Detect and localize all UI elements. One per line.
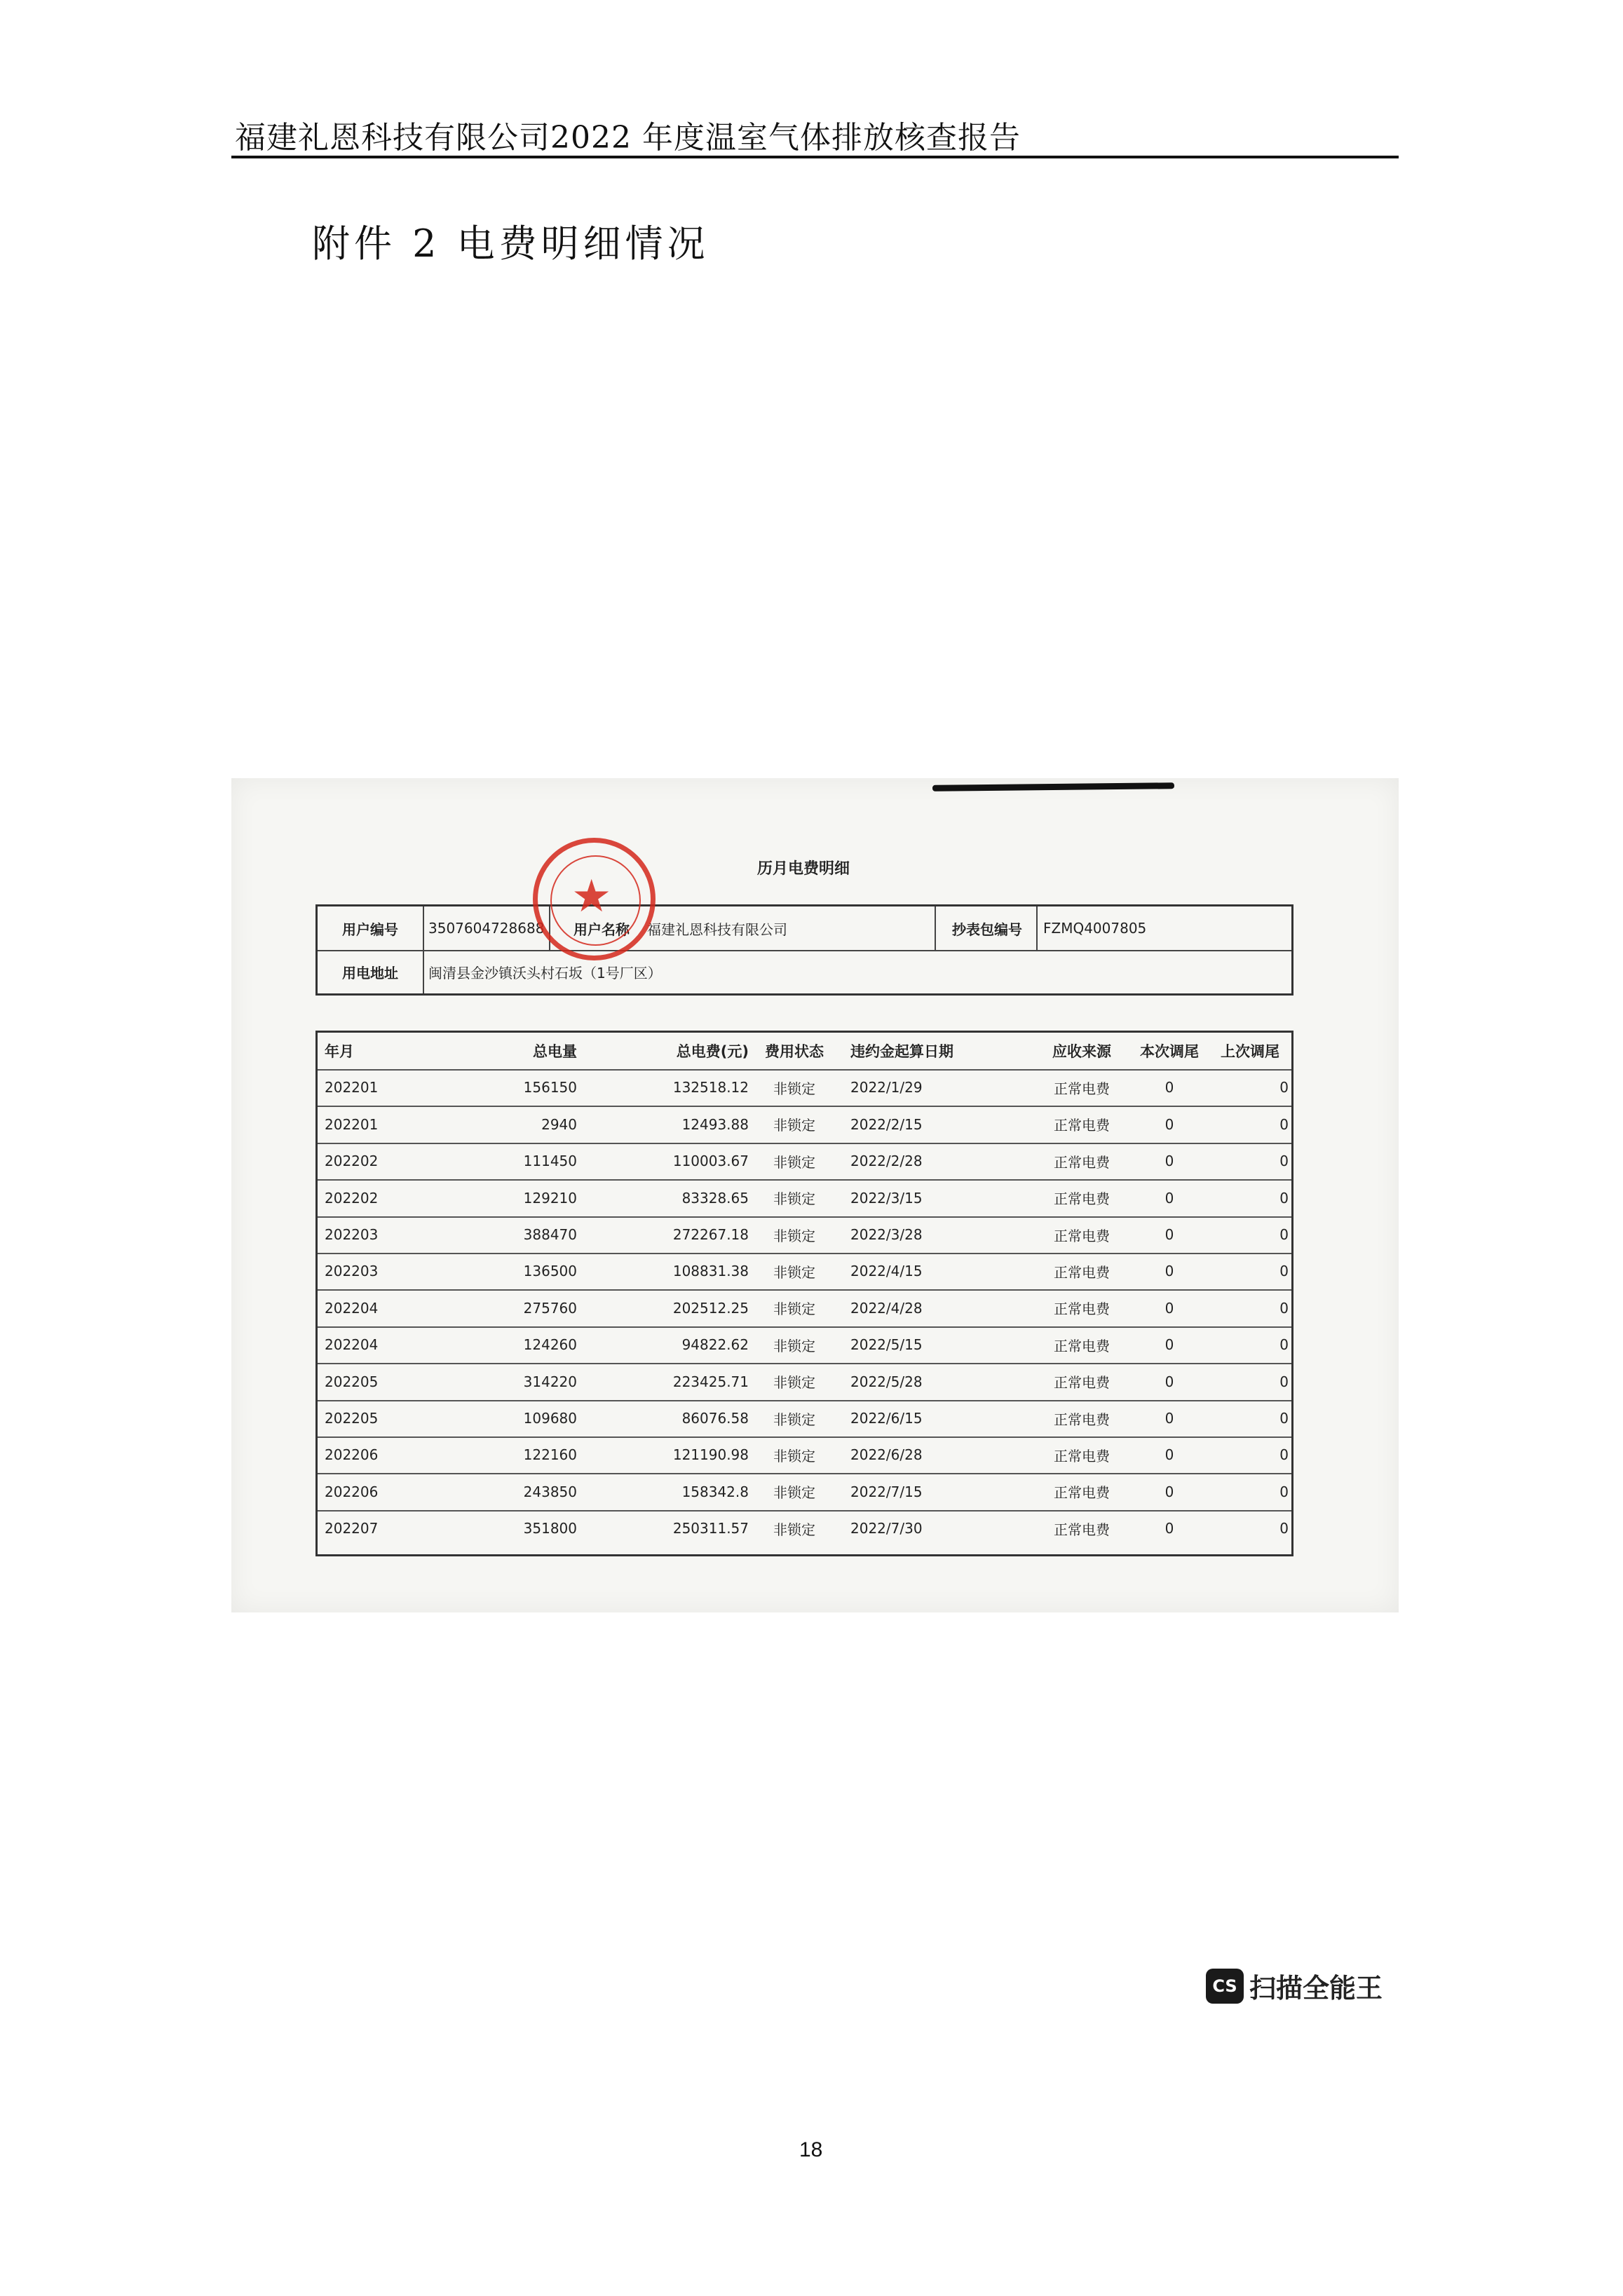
table-cell: 非锁定	[773, 1227, 815, 1244]
table-cell: 正常电费	[1054, 1447, 1110, 1465]
table-header-row	[318, 1033, 1291, 1071]
table-cell: 非锁定	[773, 1080, 815, 1097]
table-cell: 250311.57	[672, 1520, 749, 1537]
table-cell: 351800	[523, 1520, 577, 1537]
table-cell: 136500	[523, 1263, 577, 1280]
table-cell: 202207	[325, 1520, 379, 1537]
column-header: 费用状态	[765, 1043, 824, 1060]
table-cell: 0	[1164, 1299, 1174, 1317]
company-seal	[533, 838, 656, 960]
table-cell: 202203	[325, 1226, 379, 1243]
customer-info-table	[315, 904, 1293, 996]
appendix-title: 附件 2 电费明细情况	[312, 222, 709, 266]
column-header: 年月	[325, 1043, 354, 1060]
table-row	[318, 1326, 1291, 1364]
column-header: 总电费(元)	[676, 1043, 749, 1060]
column-header: 应收来源	[1052, 1043, 1111, 1060]
table-cell: 129210	[523, 1189, 577, 1207]
table-cell: 0	[1279, 1226, 1289, 1243]
table-cell: 正常电费	[1054, 1300, 1110, 1318]
table-cell: 223425.71	[672, 1373, 749, 1390]
column-header: 总电量	[533, 1043, 577, 1060]
table-cell: 2022/6/15	[850, 1410, 923, 1427]
table-row	[318, 1290, 1291, 1328]
table-cell: 202206	[325, 1446, 379, 1464]
table-cell: 非锁定	[773, 1447, 815, 1465]
table-cell: 0	[1279, 1410, 1289, 1427]
table-row	[318, 1216, 1291, 1254]
address-label: 用电地址	[342, 964, 398, 981]
column-header: 本次调尾	[1140, 1043, 1199, 1060]
table-row	[318, 1474, 1291, 1512]
table-cell: 86076.58	[681, 1410, 749, 1427]
table-cell: 121190.98	[672, 1446, 749, 1464]
table-cell: 0	[1164, 1153, 1174, 1170]
table-cell: 非锁定	[773, 1374, 815, 1392]
table-cell: 110003.67	[672, 1153, 749, 1170]
table-cell: 158342.8	[681, 1483, 749, 1500]
table-cell: 2022/3/15	[850, 1189, 923, 1207]
table-cell: 83328.65	[681, 1189, 749, 1207]
table-cell: 非锁定	[773, 1484, 815, 1502]
table-cell: 0	[1164, 1446, 1174, 1464]
user-name-label: 用户名称	[573, 921, 630, 938]
info-row-2	[318, 950, 1291, 993]
table-cell: 124260	[523, 1336, 577, 1354]
table-cell: 0	[1279, 1115, 1289, 1133]
table-cell: 2022/2/15	[850, 1115, 923, 1133]
table-cell: 0	[1279, 1336, 1289, 1354]
table-cell: 2022/4/28	[850, 1299, 923, 1317]
table-cell: 2022/4/15	[850, 1263, 923, 1280]
table-cell: 109680	[523, 1410, 577, 1427]
column-header: 上次调尾	[1221, 1043, 1279, 1060]
table-cell: 12493.88	[681, 1115, 749, 1133]
table-cell: 正常电费	[1054, 1411, 1110, 1428]
table-cell: 正常电费	[1054, 1190, 1110, 1208]
table-cell: 0	[1279, 1373, 1289, 1390]
table-cell: 0	[1164, 1520, 1174, 1537]
table-cell: 0	[1164, 1373, 1174, 1390]
bill-title: 历月电费明细	[757, 860, 850, 878]
table-row	[318, 1436, 1291, 1474]
table-cell: 94822.62	[681, 1336, 749, 1354]
table-cell: 0	[1164, 1483, 1174, 1500]
table-cell: 156150	[523, 1079, 577, 1096]
table-row	[318, 1510, 1291, 1547]
table-cell: 正常电费	[1054, 1374, 1110, 1392]
table-row	[318, 1143, 1291, 1181]
meter-package-value: FZMQ4007805	[1043, 920, 1147, 937]
table-row	[318, 1069, 1291, 1107]
table-cell: 2940	[541, 1115, 577, 1133]
user-no-label: 用户编号	[342, 921, 398, 938]
report-header: 福建礼恩科技有限公司2022 年度温室气体排放核查报告	[235, 120, 1021, 156]
table-cell: 0	[1279, 1299, 1289, 1317]
table-cell: 275760	[523, 1299, 577, 1317]
table-cell: 202204	[325, 1336, 379, 1354]
info-row-1	[318, 906, 1291, 951]
table-row	[318, 1180, 1291, 1218]
scanner-app-logo	[1206, 1966, 1383, 2005]
table-cell: 正常电费	[1054, 1117, 1110, 1134]
table-cell: 正常电费	[1054, 1337, 1110, 1354]
table-row	[318, 1400, 1291, 1438]
table-cell: 正常电费	[1054, 1263, 1110, 1281]
table-cell: 0	[1164, 1226, 1174, 1243]
scanner-app-name: 扫描全能王	[1249, 1973, 1383, 2004]
table-cell: 314220	[523, 1373, 577, 1390]
table-cell: 0	[1279, 1263, 1289, 1280]
table-cell: 0	[1279, 1153, 1289, 1170]
table-cell: 202202	[325, 1153, 379, 1170]
table-cell: 108831.38	[672, 1263, 749, 1280]
table-row	[318, 1364, 1291, 1401]
table-cell: 正常电费	[1054, 1484, 1110, 1502]
address-value: 闽清县金沙镇沃头村石坂（1号厂区）	[428, 964, 662, 981]
table-cell: 0	[1279, 1483, 1289, 1500]
table-cell: 非锁定	[773, 1153, 815, 1171]
table-cell: 202201	[325, 1115, 379, 1133]
table-cell: 非锁定	[773, 1117, 815, 1134]
user-name-value: 福建礼恩科技有限公司	[647, 921, 787, 938]
table-cell: 243850	[523, 1483, 577, 1500]
table-cell: 2022/2/28	[850, 1153, 923, 1170]
table-cell: 非锁定	[773, 1337, 815, 1354]
table-cell: 0	[1164, 1336, 1174, 1354]
table-cell: 2022/7/30	[850, 1520, 923, 1537]
table-cell: 122160	[523, 1446, 577, 1464]
billing-table	[315, 1031, 1293, 1556]
table-cell: 非锁定	[773, 1263, 815, 1281]
table-row	[318, 1106, 1291, 1144]
table-cell: 2022/3/28	[850, 1226, 923, 1243]
table-cell: 0	[1164, 1115, 1174, 1133]
table-cell: 202202	[325, 1189, 379, 1207]
cs-icon: CS	[1206, 1969, 1244, 2004]
table-cell: 非锁定	[773, 1411, 815, 1428]
table-cell: 正常电费	[1054, 1080, 1110, 1097]
table-cell: 2022/7/15	[850, 1483, 923, 1500]
table-cell: 0	[1164, 1189, 1174, 1207]
header-divider	[231, 156, 1399, 158]
table-cell: 202203	[325, 1263, 379, 1280]
table-cell: 正常电费	[1054, 1227, 1110, 1244]
column-header: 违约金起算日期	[850, 1043, 953, 1060]
table-cell: 正常电费	[1054, 1153, 1110, 1171]
meter-package-label: 抄表包编号	[952, 921, 1022, 938]
table-cell: 202201	[325, 1079, 379, 1096]
user-no-value: 3507604728688	[428, 920, 545, 937]
table-cell: 0	[1164, 1263, 1174, 1280]
table-cell: 202205	[325, 1410, 379, 1427]
table-cell: 非锁定	[773, 1300, 815, 1318]
table-cell: 202205	[325, 1373, 379, 1390]
table-cell: 202512.25	[672, 1299, 749, 1317]
table-cell: 0	[1279, 1520, 1289, 1537]
page-number: 18	[799, 2138, 823, 2161]
table-cell: 272267.18	[672, 1226, 749, 1243]
table-cell: 202206	[325, 1483, 379, 1500]
table-cell: 0	[1164, 1079, 1174, 1096]
table-cell: 132518.12	[672, 1079, 749, 1096]
table-cell: 正常电费	[1054, 1521, 1110, 1538]
table-row	[318, 1253, 1291, 1291]
table-cell: 0	[1164, 1410, 1174, 1427]
table-cell: 202204	[325, 1299, 379, 1317]
table-cell: 0	[1279, 1189, 1289, 1207]
table-cell: 0	[1279, 1446, 1289, 1464]
table-cell: 2022/6/28	[850, 1446, 923, 1464]
table-cell: 0	[1279, 1079, 1289, 1096]
table-cell: 2022/5/28	[850, 1373, 923, 1390]
table-cell: 非锁定	[773, 1521, 815, 1538]
table-cell: 388470	[523, 1226, 577, 1243]
table-cell: 2022/1/29	[850, 1079, 923, 1096]
table-cell: 2022/5/15	[850, 1336, 923, 1354]
table-cell: 非锁定	[773, 1190, 815, 1208]
star-icon: ★	[571, 871, 612, 923]
table-cell: 111450	[523, 1153, 577, 1170]
